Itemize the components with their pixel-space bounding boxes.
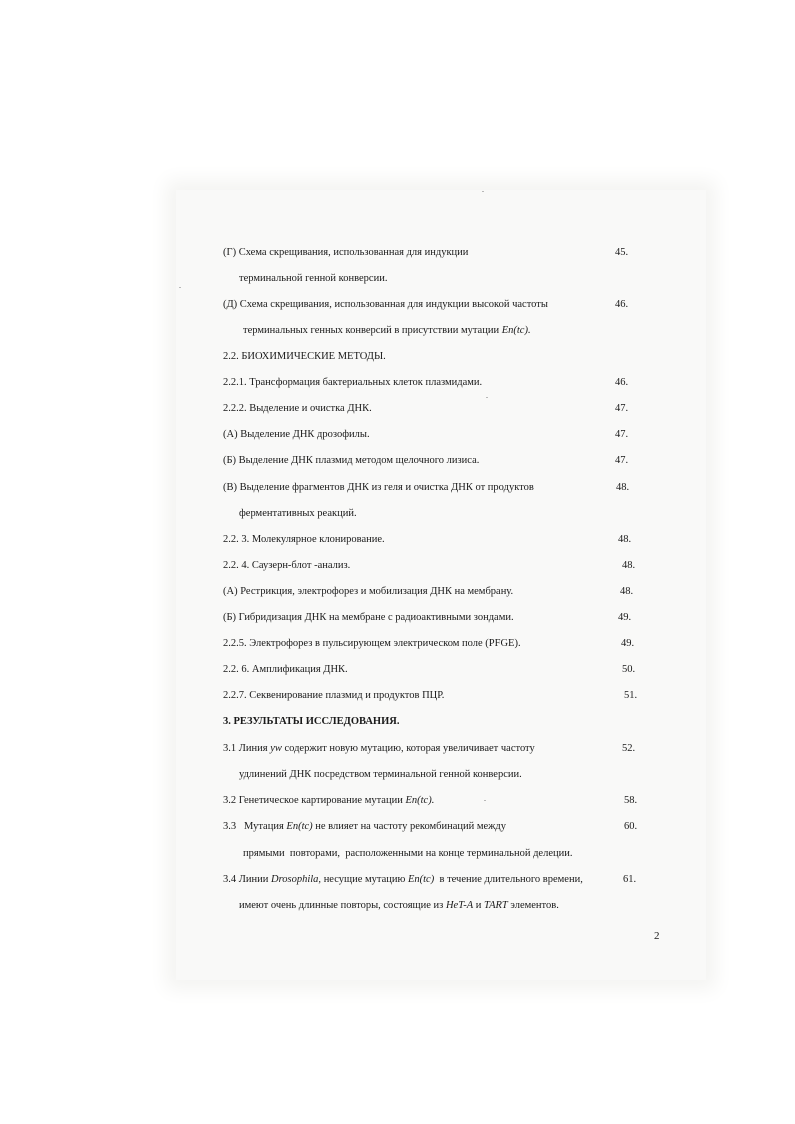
toc-entry-text: и [473, 900, 485, 911]
toc-page-number: 60. [624, 821, 638, 832]
toc-entry [223, 246, 468, 259]
toc-page-number: 46. [615, 377, 629, 388]
toc-entry-text: терминальных генных конверсий в присутствии мутации [243, 325, 502, 336]
toc-page-number: 48. [622, 560, 636, 571]
toc-entry-text: 3. РЕЗУЛЬТАТЫ ИССЛЕДОВАНИЯ. [223, 716, 400, 727]
toc-entry [223, 663, 348, 676]
toc-page-number: 50. [622, 664, 636, 675]
toc-entry [223, 873, 583, 886]
toc-entry-text: не влияет на частоту рекомбинаций между [312, 821, 507, 832]
toc-page-number: 49. [621, 638, 635, 649]
toc-page-number: 51. [624, 690, 638, 701]
toc-entry-text: 2.2. 3. Молекулярное клонирование. [223, 534, 385, 545]
toc-entry [223, 533, 385, 546]
toc-page-number: 49. [618, 612, 632, 623]
toc-entry [239, 507, 357, 520]
toc-entry-italic: En(tc). [501, 325, 531, 336]
toc-entry-text: (В) Выделение фрагментов ДНК из геля и очистка ДНК от продуктов [223, 482, 534, 493]
toc-page-number: 58. [624, 795, 638, 806]
toc-entry [223, 428, 370, 441]
scan-speck [486, 397, 488, 398]
toc-entry-text: 2.2.7. Секвенирование плазмид и продуктов ПЦР. [223, 690, 445, 701]
toc-entry [223, 298, 548, 311]
scan-speck [482, 191, 484, 192]
toc-entry-text: (А) Выделение ДНК дрозофилы. [223, 429, 370, 440]
toc-entry-text: элементов. [507, 900, 559, 911]
toc-entry-text: 3.3 Мутация [223, 821, 287, 832]
toc-entry-text: ферментативных реакций. [239, 508, 357, 519]
toc-entry-text: (Г) Схема скрещивания, использованная для индукции [223, 247, 469, 258]
toc-entry-italic: Drosophila, [270, 874, 322, 885]
toc-entry-text: 2.2. 4. Саузерн-блот -анализ. [223, 560, 351, 571]
toc-page-number: 52. [622, 743, 636, 754]
toc-entry [239, 272, 387, 285]
toc-entry-italic: TART [484, 900, 508, 911]
toc-entry-text: в течение длительного времени, [434, 874, 583, 885]
toc-entry-text: 2.2.2. Выделение и очистка ДНК. [223, 403, 372, 414]
toc-entry-italic: HeT-A [445, 900, 474, 911]
toc-entry [243, 847, 572, 860]
toc-entry [223, 585, 513, 598]
toc-entry [243, 324, 531, 337]
toc-entry [239, 768, 522, 781]
toc-page-number: 61. [623, 874, 637, 885]
toc-entry-text: содержит новую мутацию, которая увеличивает частоту [281, 743, 535, 754]
toc-page-number: 46. [615, 299, 629, 310]
toc-entry-text: 3.1 Линия [223, 743, 271, 754]
toc-entry-text: прямыми повторами, расположенными на конце терминальной делеции. [243, 848, 573, 859]
toc-entry-text: (Д) Схема скрещивания, использованная для индукции высокой частоты [223, 299, 548, 310]
toc-entry [223, 794, 434, 807]
toc-entry-text: 2.2. 6. Амплификация ДНК. [223, 664, 348, 675]
scan-speck [179, 287, 181, 288]
toc-section-heading [223, 350, 386, 363]
toc-entry [223, 402, 372, 415]
toc-entry [223, 454, 479, 467]
toc-entry [223, 637, 521, 650]
toc-page-number: 48. [618, 534, 632, 545]
toc-entry-italic: En(tc) [407, 874, 435, 885]
scan-speck [484, 800, 486, 801]
toc-entry-text: 2.2.5. Электрофорез в пульсирующем электрическом поле (PFGE). [223, 638, 521, 649]
toc-chapter-heading [223, 715, 399, 728]
toc-page-number: 47. [615, 455, 629, 466]
toc-entry-text: имеют очень длинные повторы, состоящие из [239, 900, 446, 911]
toc-entry [239, 899, 559, 912]
toc-entry-italic: En(tc). [405, 795, 435, 806]
toc-page-number: 48. [616, 482, 630, 493]
toc-entry-text: 3.4 Линии [223, 874, 271, 885]
toc-entry-text: (Б) Гибридизация ДНК на мембране с радиоактивными зондами. [223, 612, 514, 623]
toc-entry-text: 3.2 Генетическое картирование мутации [223, 795, 406, 806]
toc-entry-italic: En(tc) [286, 821, 313, 832]
toc-entry-text: 2.2.1. Трансформация бактериальных клеток плазмидами. [223, 377, 483, 388]
toc-page-number: 45. [615, 247, 629, 258]
toc-entry [223, 559, 350, 572]
page-number: 2 [654, 930, 660, 942]
toc-page-number: 47. [615, 403, 629, 414]
toc-entry [223, 742, 535, 755]
toc-entry-text: несущие мутацию [321, 874, 408, 885]
toc-entry-text: 2.2. БИОХИМИЧЕСКИЕ МЕТОДЫ. [223, 351, 386, 362]
toc-entry-text: удлинений ДНК посредством терминальной генной конверсии. [239, 769, 522, 780]
toc-entry [223, 611, 514, 624]
toc-entry-italic: yw [270, 743, 282, 754]
toc-entry-text: терминальной генной конверсии. [239, 273, 388, 284]
toc-entry [223, 820, 506, 833]
toc-entry [223, 689, 444, 702]
toc-entry [223, 376, 482, 389]
toc-entry-text: (Б) Выделение ДНК плазмид методом щелочного лизиса. [223, 455, 480, 466]
toc-entry [223, 481, 534, 494]
toc-page-number: 48. [620, 586, 634, 597]
toc-page-number: 47. [615, 429, 629, 440]
toc-entry-text: (А) Рестрикция, электрофорез и мобилизация ДНК на мембрану. [223, 586, 514, 597]
